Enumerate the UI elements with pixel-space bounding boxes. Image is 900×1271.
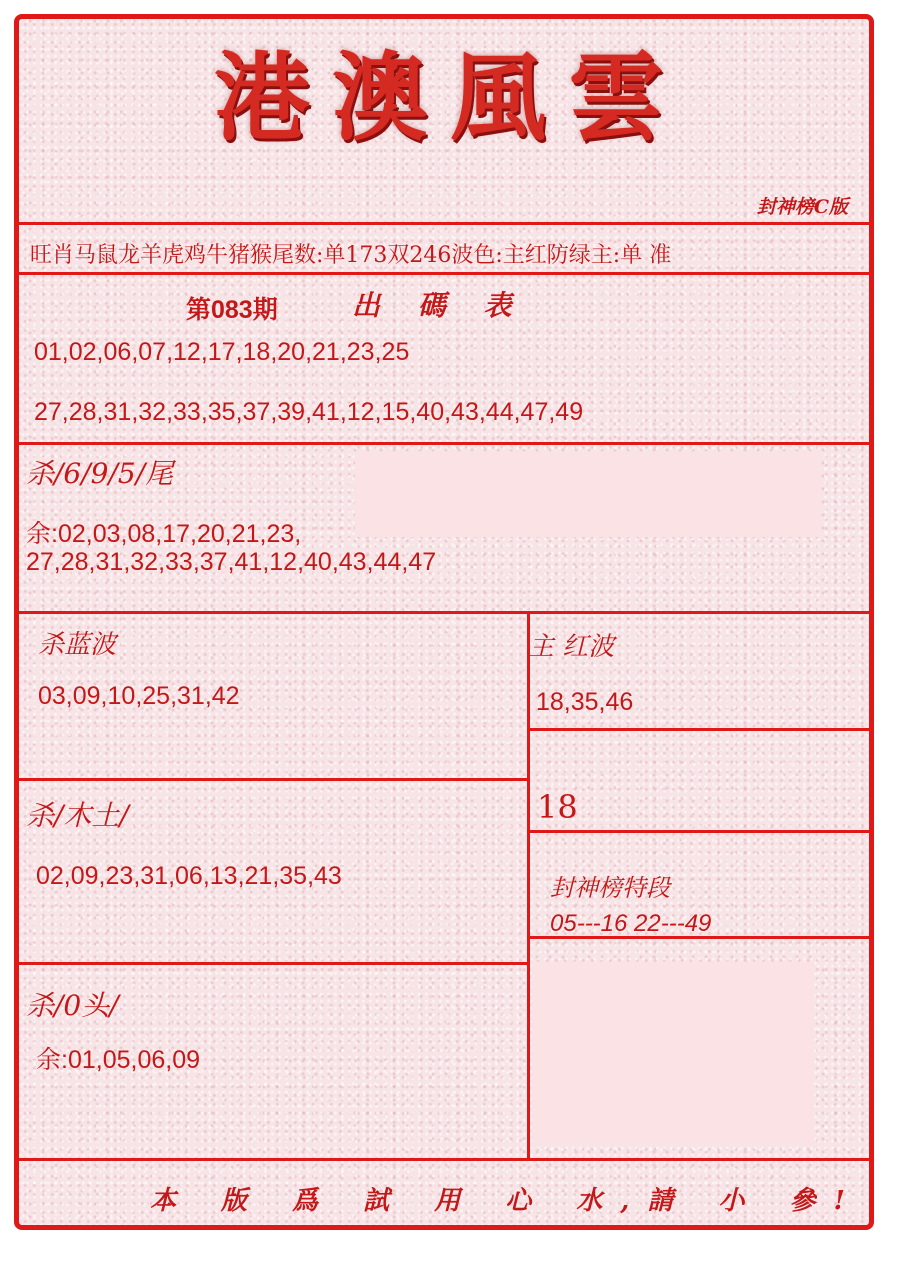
kill-head-label: 杀/0头/ — [26, 989, 119, 1022]
divider-left-1 — [19, 778, 529, 781]
kill-element-numbers: 02,09,23,31,06,13,21,35,43 — [36, 862, 342, 890]
blank-panel — [355, 452, 820, 537]
footer-note: 本 版 爲 試 用 心 水,請 小 參! — [150, 1186, 863, 1216]
kill-element-label: 杀/木土/ — [26, 799, 129, 832]
numbers-line-2: 27,28,31,32,33,35,37,39,41,12,15,40,43,44,47,49 — [34, 398, 584, 426]
numbers-line-1: 01,02,06,07,12,17,18,20,21,23,25 — [34, 338, 410, 366]
divider-right-2 — [529, 830, 869, 833]
kill-tail-label: 杀/6/9/5/尾 — [26, 457, 174, 490]
info-line: 旺肖马鼠龙羊虎鸡牛猪猴尾数:单173双246波色:主红防绿主:单 准 — [30, 243, 672, 268]
page-title: 港澳風雲 — [214, 41, 686, 154]
divider-info — [19, 272, 869, 275]
special-segment-value: 05---16 22---49 — [550, 910, 712, 937]
kill-blue-label: 杀蓝波 — [38, 630, 117, 660]
kill-tail-rest-2: 27,28,31,32,33,37,41,12,40,43,44,47 — [26, 548, 437, 576]
divider-column — [527, 611, 530, 1160]
divider-header — [19, 222, 869, 225]
kill-tail-rest-1: 余:02,03,08,17,20,21,23, — [26, 520, 302, 548]
divider-tail — [19, 611, 869, 614]
blank-panel-right — [532, 962, 814, 1144]
special-number: 18 — [537, 788, 578, 826]
divider-footer — [19, 1158, 869, 1161]
kill-head-rest: 余:01,05,06,09 — [36, 1046, 201, 1074]
main-red-numbers: 18,35,46 — [536, 688, 634, 716]
main-red-label: 主 红波 — [528, 632, 615, 662]
divider-left-2 — [19, 962, 529, 965]
issue-number: 第083期 — [186, 296, 278, 324]
edition-label: 封神榜C版 — [756, 196, 848, 218]
divider-issue — [19, 442, 869, 445]
chart-title: 出 碼 表 — [352, 289, 526, 322]
divider-right-1 — [529, 728, 869, 731]
kill-blue-numbers: 03,09,10,25,31,42 — [38, 682, 240, 710]
special-segment-label: 封神榜特段 — [550, 874, 670, 902]
